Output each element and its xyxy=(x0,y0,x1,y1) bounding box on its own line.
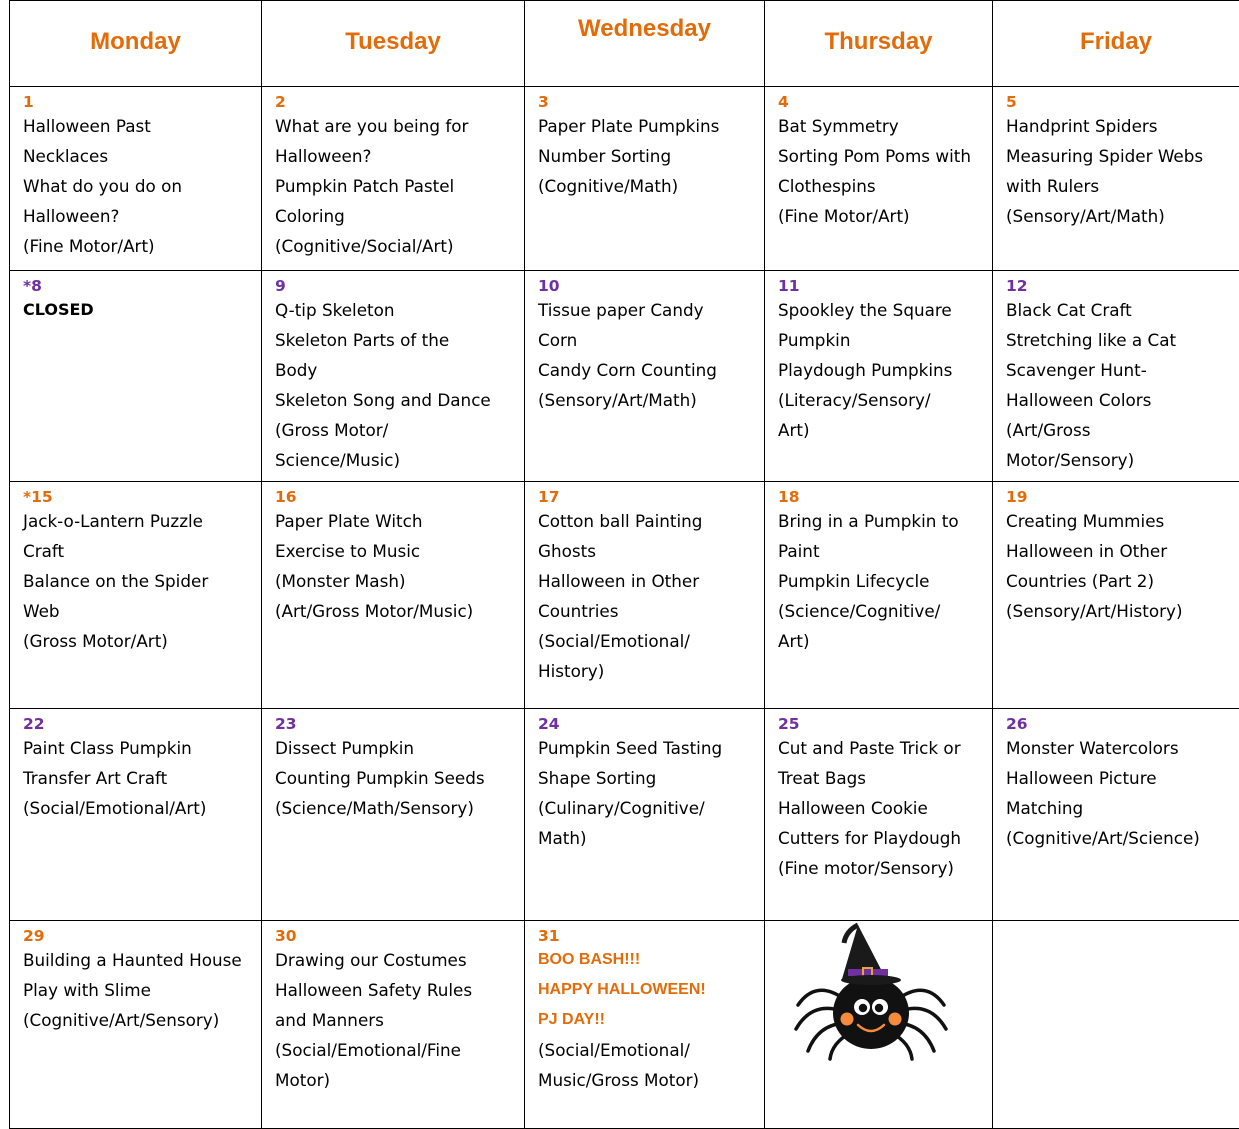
activity-line: Creating Mummies xyxy=(1006,506,1229,536)
special-event: HAPPY HALLOWEEN! xyxy=(538,975,754,1005)
activity-line: Black Cat Craft xyxy=(1006,295,1229,325)
activity-line: (Cognitive/Math) xyxy=(538,171,754,201)
activity-line: Halloween Picture xyxy=(1006,763,1229,793)
activity-line: (Sensory/Art/Math) xyxy=(1006,201,1229,231)
day-cell xyxy=(993,87,1239,271)
activity-line: Paint Class Pumpkin xyxy=(23,733,251,763)
special-event: PJ DAY!! xyxy=(538,1005,754,1035)
day-cell xyxy=(765,271,993,482)
day-cell xyxy=(262,921,525,1129)
activity-line: Cut and Paste Trick or xyxy=(778,733,982,763)
activity-list xyxy=(275,945,514,1095)
activity-line: Necklaces xyxy=(23,141,251,171)
spider-icon xyxy=(786,921,956,1061)
day-number: *15 xyxy=(23,486,251,508)
activity-list xyxy=(538,295,754,415)
activity-line: (Social/Emotional/Art) xyxy=(23,793,251,823)
activity-list xyxy=(778,111,982,231)
day-cell xyxy=(262,482,525,709)
day-cell xyxy=(525,921,765,1129)
day-number: 31 xyxy=(538,925,754,947)
day-cell xyxy=(10,709,262,921)
activity-list xyxy=(275,111,514,261)
activity-line: Drawing our Costumes xyxy=(275,945,514,975)
activity-line: Spookley the Square xyxy=(778,295,982,325)
activity-line: Web xyxy=(23,596,251,626)
day-number: 17 xyxy=(538,486,754,508)
day-cell xyxy=(525,709,765,921)
activity-line: Art) xyxy=(778,626,982,656)
activity-line: (Culinary/Cognitive/ xyxy=(538,793,754,823)
day-cell xyxy=(262,271,525,482)
activity-list xyxy=(538,506,754,686)
activity-line: Countries xyxy=(538,596,754,626)
activity-list xyxy=(23,733,251,823)
activity-line: Measuring Spider Webs xyxy=(1006,141,1229,171)
day-number: 5 xyxy=(1006,91,1229,113)
weekday-header: Tuesday xyxy=(262,1,525,87)
activity-line: (Fine Motor/Art) xyxy=(778,201,982,231)
activity-line: Play with Slime xyxy=(23,975,251,1005)
day-number: 3 xyxy=(538,91,754,113)
day-cell xyxy=(10,271,262,482)
activity-line: with Rulers xyxy=(1006,171,1229,201)
activity-list xyxy=(1006,506,1229,626)
activity-line: (Gross Motor/Art) xyxy=(23,626,251,656)
activity-line: Corn xyxy=(538,325,754,355)
activity-line: Candy Corn Counting xyxy=(538,355,754,385)
day-number: 26 xyxy=(1006,713,1229,735)
activity-line: (Fine motor/Sensory) xyxy=(778,853,982,883)
activity-line: Paint xyxy=(778,536,982,566)
day-number: 30 xyxy=(275,925,514,947)
activity-line: (Science/Cognitive/ xyxy=(778,596,982,626)
activity-line: (Social/Emotional/Fine xyxy=(275,1035,514,1065)
day-number: 25 xyxy=(778,713,982,735)
activity-line: Q-tip Skeleton xyxy=(275,295,514,325)
day-number: 22 xyxy=(23,713,251,735)
activity-line: Math) xyxy=(538,823,754,853)
day-number: 19 xyxy=(1006,486,1229,508)
activity-line: Cotton ball Painting xyxy=(538,506,754,536)
day-number: 2 xyxy=(275,91,514,113)
day-cell xyxy=(10,87,262,271)
day-number: 16 xyxy=(275,486,514,508)
activity-line: Paper Plate Pumpkins xyxy=(538,111,754,141)
activity-line: Paper Plate Witch xyxy=(275,506,514,536)
day-number: 10 xyxy=(538,275,754,297)
activity-line: (Sensory/Art/History) xyxy=(1006,596,1229,626)
activity-line: Skeleton Parts of the xyxy=(275,325,514,355)
day-cell xyxy=(525,271,765,482)
day-cell xyxy=(525,482,765,709)
activity-line: (Art/Gross xyxy=(1006,415,1229,445)
day-cell xyxy=(765,709,993,921)
week-row xyxy=(10,921,1239,1129)
activity-line: Science/Music) xyxy=(275,445,514,475)
activity-line: Halloween Past xyxy=(23,111,251,141)
day-cell xyxy=(993,921,1239,1129)
activity-list xyxy=(1006,111,1229,231)
day-number: 23 xyxy=(275,713,514,735)
activity-list xyxy=(275,733,514,823)
activity-line: Pumpkin xyxy=(778,325,982,355)
weekday-header: Wednesday xyxy=(525,1,765,87)
activity-list xyxy=(778,733,982,883)
activity-line: Tissue paper Candy xyxy=(538,295,754,325)
activity-list xyxy=(1006,733,1229,853)
activity-list xyxy=(23,945,251,1035)
day-cell xyxy=(993,482,1239,709)
activity-line: Motor) xyxy=(275,1065,514,1095)
activity-line: (Monster Mash) xyxy=(275,566,514,596)
activity-line: Sorting Pom Poms with xyxy=(778,141,982,171)
weekday-header-row xyxy=(10,1,1239,87)
activity-list xyxy=(538,945,754,1095)
activity-line: Halloween Cookie xyxy=(778,793,982,823)
activity-line: Transfer Art Craft xyxy=(23,763,251,793)
day-number: 24 xyxy=(538,713,754,735)
activity-line: (Cognitive/Art/Sensory) xyxy=(23,1005,251,1035)
activity-line: (Art/Gross Motor/Music) xyxy=(275,596,514,626)
activity-line: Skeleton Song and Dance xyxy=(275,385,514,415)
day-number: 18 xyxy=(778,486,982,508)
activity-line: Cutters for Playdough xyxy=(778,823,982,853)
weekday-header: Thursday xyxy=(765,1,993,87)
activity-line: Craft xyxy=(23,536,251,566)
activity-line: Coloring xyxy=(275,201,514,231)
activity-line: Halloween Colors xyxy=(1006,385,1229,415)
activity-list xyxy=(1006,295,1229,475)
activity-line: History) xyxy=(538,656,754,686)
activity-line: and Manners xyxy=(275,1005,514,1035)
day-cell xyxy=(10,482,262,709)
activity-line: Halloween Safety Rules xyxy=(275,975,514,1005)
activity-line: Halloween in Other xyxy=(538,566,754,596)
activity-line: Balance on the Spider xyxy=(23,566,251,596)
activity-line: Number Sorting xyxy=(538,141,754,171)
activity-line: What do you do on xyxy=(23,171,251,201)
activity-line: Counting Pumpkin Seeds xyxy=(275,763,514,793)
activity-line: Art) xyxy=(778,415,982,445)
activity-line: Halloween? xyxy=(275,141,514,171)
activity-line: (Science/Math/Sensory) xyxy=(275,793,514,823)
weekday-header: Monday xyxy=(10,1,262,87)
activity-line: Ghosts xyxy=(538,536,754,566)
day-cell xyxy=(993,271,1239,482)
activity-line: (Fine Motor/Art) xyxy=(23,231,251,261)
day-number: 1 xyxy=(23,91,251,113)
activity-line: (Cognitive/Social/Art) xyxy=(275,231,514,261)
activity-list xyxy=(23,295,251,325)
special-event: BOO BASH!!! xyxy=(538,945,754,975)
activity-line: Jack-o-Lantern Puzzle xyxy=(23,506,251,536)
day-cell xyxy=(993,709,1239,921)
activity-line: Pumpkin Patch Pastel xyxy=(275,171,514,201)
day-cell xyxy=(10,921,262,1129)
day-number: 12 xyxy=(1006,275,1229,297)
day-cell xyxy=(765,87,993,271)
closed-label: CLOSED xyxy=(23,295,251,325)
activity-line: Pumpkin Seed Tasting xyxy=(538,733,754,763)
week-row xyxy=(10,482,1239,709)
activity-list xyxy=(23,111,251,261)
activity-list xyxy=(275,506,514,626)
calendar-table xyxy=(9,0,1239,1129)
activity-line: Building a Haunted House xyxy=(23,945,251,975)
activity-list xyxy=(275,295,514,475)
activity-line: Stretching like a Cat xyxy=(1006,325,1229,355)
activity-line: (Cognitive/Art/Science) xyxy=(1006,823,1229,853)
activity-line: Halloween in Other xyxy=(1006,536,1229,566)
activity-line: Bat Symmetry xyxy=(778,111,982,141)
activity-line: (Literacy/Sensory/ xyxy=(778,385,982,415)
activity-line: Motor/Sensory) xyxy=(1006,445,1229,475)
activity-list xyxy=(778,295,982,445)
activity-line: Scavenger Hunt- xyxy=(1006,355,1229,385)
day-number: 29 xyxy=(23,925,251,947)
activity-list xyxy=(538,111,754,201)
activity-line: Dissect Pumpkin xyxy=(275,733,514,763)
activity-line: Treat Bags xyxy=(778,763,982,793)
day-number: 9 xyxy=(275,275,514,297)
day-cell xyxy=(525,87,765,271)
activity-list xyxy=(23,506,251,656)
activity-line: Countries (Part 2) xyxy=(1006,566,1229,596)
activity-line: Pumpkin Lifecycle xyxy=(778,566,982,596)
week-row xyxy=(10,87,1239,271)
activity-line: Monster Watercolors xyxy=(1006,733,1229,763)
activity-line: Matching xyxy=(1006,793,1229,823)
activity-line: (Sensory/Art/Math) xyxy=(538,385,754,415)
weekday-header: Friday xyxy=(993,1,1239,87)
week-row xyxy=(10,709,1239,921)
activity-line: Body xyxy=(275,355,514,385)
day-number: 11 xyxy=(778,275,982,297)
day-number: 4 xyxy=(778,91,982,113)
activity-line: Music/Gross Motor) xyxy=(538,1065,754,1095)
day-cell xyxy=(262,87,525,271)
activity-line: Halloween? xyxy=(23,201,251,231)
activity-line: What are you being for xyxy=(275,111,514,141)
activity-list xyxy=(778,506,982,656)
activity-line: (Social/Emotional/ xyxy=(538,626,754,656)
activity-line: Bring in a Pumpkin to xyxy=(778,506,982,536)
activity-line: (Gross Motor/ xyxy=(275,415,514,445)
day-cell xyxy=(765,921,993,1129)
activity-line: Clothespins xyxy=(778,171,982,201)
day-cell xyxy=(262,709,525,921)
activity-line: (Social/Emotional/ xyxy=(538,1035,754,1065)
activity-line: Exercise to Music xyxy=(275,536,514,566)
activity-line: Handprint Spiders xyxy=(1006,111,1229,141)
activity-line: Playdough Pumpkins xyxy=(778,355,982,385)
day-number: *8 xyxy=(23,275,251,297)
activity-line: Shape Sorting xyxy=(538,763,754,793)
week-row xyxy=(10,271,1239,482)
day-cell xyxy=(765,482,993,709)
activity-list xyxy=(538,733,754,853)
